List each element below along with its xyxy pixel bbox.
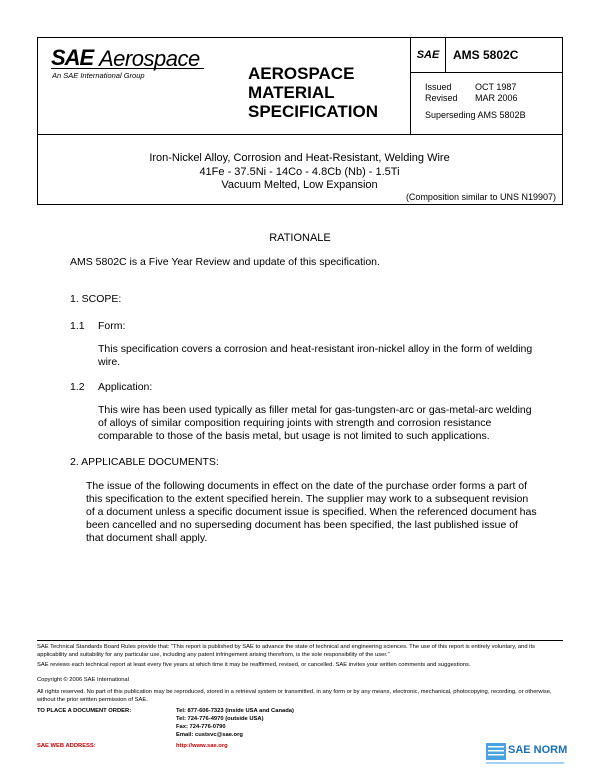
footer-copyright: Copyright © 2006 SAE International bbox=[37, 677, 129, 683]
revised-label: Revised bbox=[425, 93, 458, 103]
footer-review-text: SAE reviews each technical report at least every five years at which time it may be reaffirmed, revised, or cancelled. SAE invites your written comments and suggestions. bbox=[37, 662, 471, 668]
section-2-heading: 2. APPLICABLE DOCUMENTS: bbox=[70, 456, 219, 468]
logo-subtitle: An SAE International Group bbox=[52, 71, 145, 80]
logo-sae-text: SAE bbox=[51, 45, 94, 70]
doc-type-line3: SPECIFICATION bbox=[248, 102, 379, 121]
footer-rule bbox=[37, 640, 563, 641]
title-line3: Vacuum Melted, Low Expansion bbox=[221, 179, 378, 191]
footer-rights-text: All rights reserved. No part of this publication may be reproduced, stored in a retrieval system or transmitted, in any form or by any means, electronic, mechanical, photocopying, recording, or otherwise, without the prior written permission of SAE. bbox=[37, 689, 552, 703]
rationale-heading: RATIONALE bbox=[269, 232, 331, 244]
doc-type-line1: AEROSPACE bbox=[248, 64, 355, 83]
revised-value: MAR 2006 bbox=[475, 93, 518, 103]
title-block bbox=[37, 135, 563, 205]
order-email[interactable]: Email: custsvc@sae.org bbox=[176, 732, 243, 738]
footer-rules-text: SAE Technical Standards Board Rules provide that: "This report is published by SAE to advance the state of technical and engineering sciences. The use of this report is entirely voluntary, and its applicability and suitability for any particular use, including any patent infringement arising therefrom, is the sole responsibility of the user." bbox=[37, 644, 535, 658]
title-line1: Iron-Nickel Alloy, Corrosion and Heat-Resistant, Welding Wire bbox=[149, 152, 450, 164]
web-address-label: SAE WEB ADDRESS: bbox=[37, 743, 96, 749]
order-tel-1: Tel: 877-606-7323 (inside USA and Canada) bbox=[176, 708, 294, 714]
sae-aerospace-logo bbox=[38, 38, 224, 134]
order-label: TO PLACE A DOCUMENT ORDER: bbox=[37, 708, 132, 714]
logo-rule bbox=[51, 68, 204, 69]
doc-number: AMS 5802C bbox=[453, 48, 519, 62]
document-type-title bbox=[248, 64, 378, 121]
section-1-2-text: This wire has been used typically as filler metal for gas-tungsten-arc or gas-metal-arc welding of alloys of similar composition requiring joints with strength and corrosion resistance comparable to those of the basis metal, but usage is not limited to such applications. bbox=[98, 404, 532, 442]
section-1-1-title: Form: bbox=[98, 320, 126, 332]
section-1-2-number: 1.2 bbox=[70, 381, 85, 393]
doc-type-line2: MATERIAL bbox=[248, 83, 335, 102]
section-2-text: The issue of the following documents in effect on the date of the purchase order forms a part of this specification to the extent specified herein. The supplier may work to a subsequent revision of a document unless a specific document issue is specified. When the referenced document has been cancelled and no superseding document has been specified, the last published issue of that document shall apply. bbox=[86, 480, 537, 544]
spec-header bbox=[37, 37, 563, 135]
doc-number-row bbox=[411, 38, 562, 73]
order-fax: Fax: 724-776-0790 bbox=[176, 724, 226, 730]
section-1-heading: 1. SCOPE: bbox=[70, 293, 122, 305]
web-address-link[interactable]: http://www.sae.org bbox=[176, 743, 228, 749]
section-1-1-number: 1.1 bbox=[70, 320, 85, 332]
superseding-note: Superseding AMS 5802B bbox=[425, 110, 526, 120]
composition-note: (Composition similar to UNS N19907) bbox=[405, 192, 556, 202]
doc-info-panel bbox=[410, 38, 563, 134]
sae-mini-logo: SAE bbox=[411, 38, 446, 72]
issued-label: Issued bbox=[425, 82, 452, 92]
section-1-2-title: Application: bbox=[98, 381, 153, 393]
order-tel-2: Tel: 724-776-4970 (outside USA) bbox=[176, 716, 264, 722]
logo-aerospace-text: Aerospace bbox=[99, 46, 200, 71]
section-1-1-text: This specification covers a corrosion and heat-resistant iron-nickel alloy in the form of welding wire. bbox=[98, 343, 533, 368]
issued-value: OCT 1987 bbox=[475, 82, 517, 92]
sae-norm-logo bbox=[486, 740, 568, 766]
rationale-text: AMS 5802C is a Five Year Review and update of this specification. bbox=[70, 256, 380, 268]
title-line2: 41Fe - 37.5Ni - 14Co - 4.8Cb (Nb) - 1.5Ti bbox=[199, 166, 400, 178]
sae-norm-text: SAE NORM bbox=[508, 744, 568, 756]
